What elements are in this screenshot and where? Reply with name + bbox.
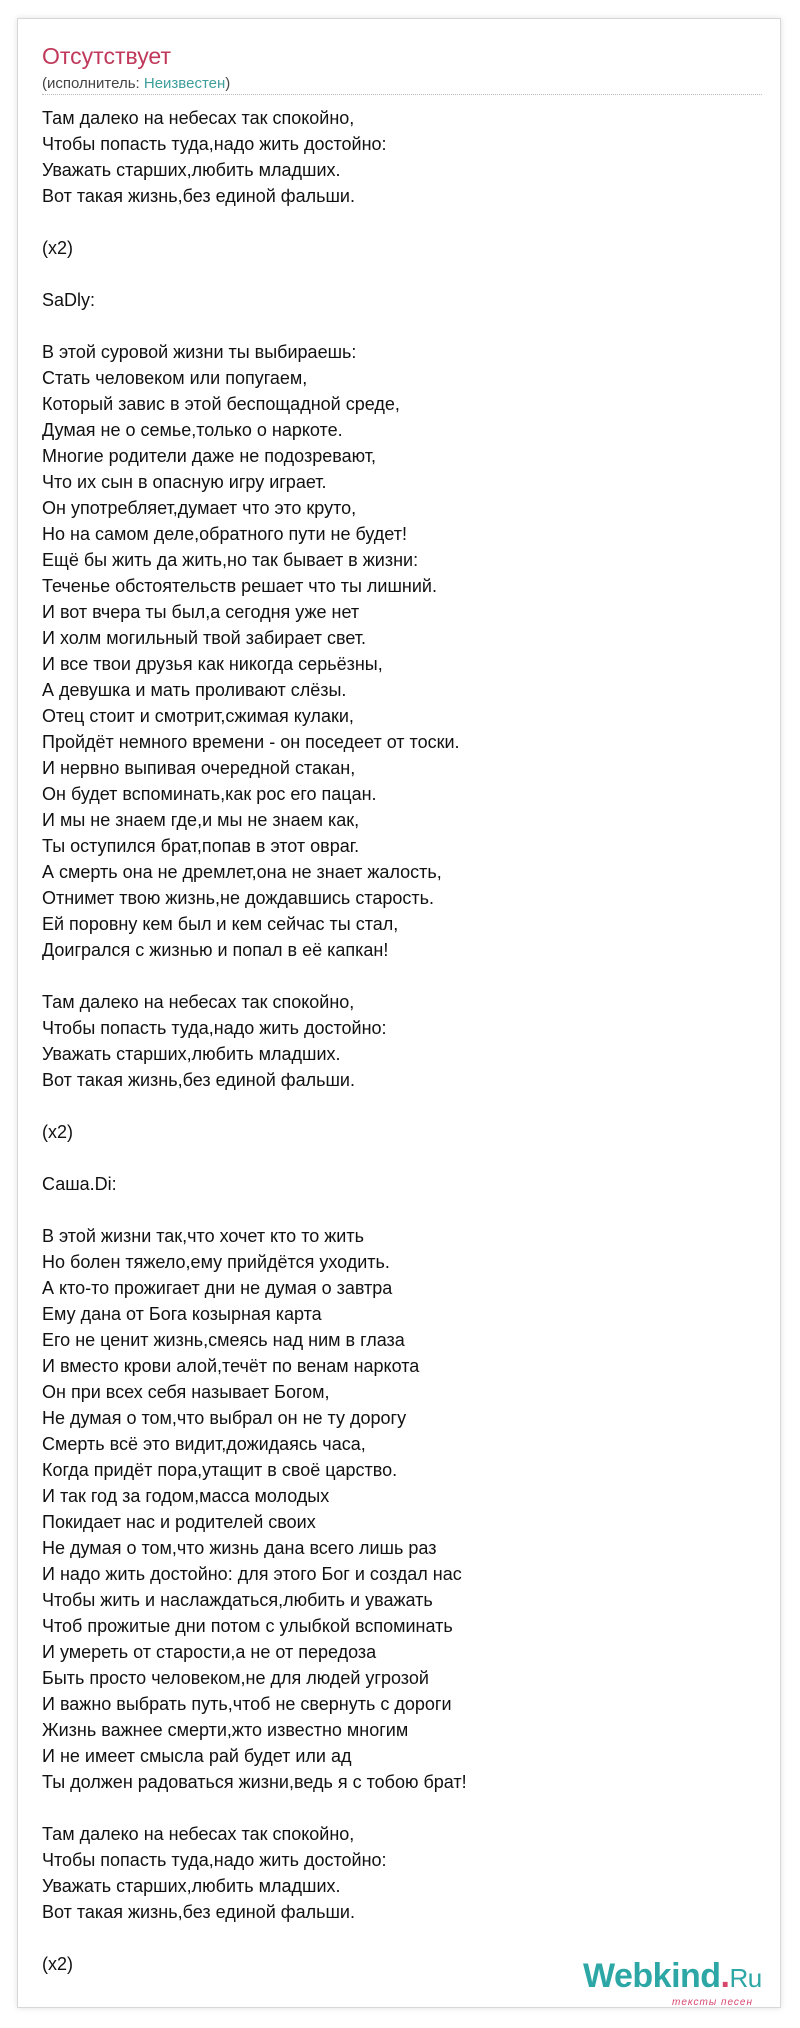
lyric-blank-line <box>42 209 762 235</box>
lyric-line: Уважать старших,любить младших. <box>42 160 341 180</box>
lyric-line: И важно выбрать путь,чтоб не свернуть с дороги <box>42 1694 452 1714</box>
logo-dot: . <box>720 1957 730 1995</box>
lyric-line: Быть просто человеком,не для людей угрозой <box>42 1668 429 1688</box>
lyric-line: Саша.Di: <box>42 1174 117 1194</box>
artist-link[interactable]: Неизвестен <box>143 75 226 92</box>
lyric-line: Он при всех себя называет Богом, <box>42 1382 330 1402</box>
webkind-logo[interactable] <box>583 1959 783 2009</box>
lyric-line: Чтобы жить и наслаждаться,любить и уважать <box>42 1590 433 1610</box>
lyric-blank-line <box>42 1795 762 1821</box>
lyric-blank-line <box>42 1093 762 1119</box>
lyric-line: И мы не знаем где,и мы не знаем как, <box>42 810 360 830</box>
lyric-line: Уважать старших,любить младших. <box>42 1876 341 1896</box>
lyric-line: Стать человеком или попугаем, <box>42 368 308 388</box>
lyric-line: Многие родители даже не подозревают, <box>42 446 376 466</box>
title-separator <box>42 94 762 95</box>
lyric-line: Что их сын в опасную игру играет. <box>42 472 327 492</box>
lyric-line: А кто-то прожигает дни не думая о завтра <box>42 1278 393 1298</box>
artist-suffix: ) <box>225 75 231 92</box>
lyric-line: И надо жить достойно: для этого Бог и создал нас <box>42 1564 462 1584</box>
lyric-line: Покидает нас и родителей своих <box>42 1512 316 1532</box>
lyric-line: (x2) <box>42 1122 73 1142</box>
lyric-line: Он будет вспоминать,как рос его пацан. <box>42 784 377 804</box>
lyric-blank-line <box>42 261 762 287</box>
lyric-line: Вот такая жизнь,без единой фальши. <box>42 1070 355 1090</box>
lyric-line: А смерть она не дремлет,она не знает жалость, <box>42 862 442 882</box>
lyric-line: Но болен тяжело,ему прийдётся уходить. <box>42 1252 390 1272</box>
lyric-line: Теченье обстоятельств решает что ты лишний. <box>42 576 437 596</box>
logo-tld: Ru <box>729 1963 762 1993</box>
lyric-line: Там далеко на небесах так спокойно, <box>42 1824 355 1844</box>
lyric-line: Отец стоит и смотрит,сжимая кулаки, <box>42 706 354 726</box>
logo-subtitle: тексты песен <box>672 1997 753 2008</box>
lyric-line: И так год за годом,масса молодых <box>42 1486 330 1506</box>
lyric-blank-line <box>42 1925 762 1951</box>
lyrics-text <box>42 105 762 1977</box>
lyric-line: И вместо крови алой,течёт по венам наркота <box>42 1356 420 1376</box>
lyric-line: Уважать старших,любить младших. <box>42 1044 341 1064</box>
logo-main-text: Webkind <box>583 1957 721 1995</box>
lyric-line: Он употребляет,думает что это круто, <box>42 498 357 518</box>
lyric-line: Вот такая жизнь,без единой фальши. <box>42 1902 355 1922</box>
lyric-line: Когда придёт пора,утащит в своё царство. <box>42 1460 398 1480</box>
lyric-line: В этой жизни так,что хочет кто то жить <box>42 1226 364 1246</box>
lyric-line: Там далеко на небесах так спокойно, <box>42 992 355 1012</box>
lyric-line: Не думая о том,что жизнь дана всего лишь раз <box>42 1538 437 1558</box>
lyric-line: Отнимет твою жизнь,не дождавшись старость. <box>42 888 435 908</box>
lyric-line: В этой суровой жизни ты выбираешь: <box>42 342 357 362</box>
lyric-line: И умереть от старости,а не от передоза <box>42 1642 377 1662</box>
lyric-line: Ему дана от Бога козырная карта <box>42 1304 322 1324</box>
lyric-blank-line <box>42 1145 762 1171</box>
lyric-line: И нервно выпивая очередной стакан, <box>42 758 356 778</box>
lyric-line: Чтобы попасть туда,надо жить достойно: <box>42 134 387 154</box>
lyric-line: Чтобы попасть туда,надо жить достойно: <box>42 1850 387 1870</box>
lyric-line: И холм могильный твой забирает свет. <box>42 628 367 648</box>
lyric-line: Чтоб прожитые дни потом с улыбкой вспоминать <box>42 1616 453 1636</box>
lyric-line: И все твои друзья как никогда серьёзны, <box>42 654 383 674</box>
lyric-blank-line <box>42 1197 762 1223</box>
lyric-line: (x2) <box>42 1954 73 1974</box>
lyric-line: Жизнь важнее смерти,жто известно многим <box>42 1720 409 1740</box>
lyric-line: Его не ценит жизнь,смеясь над ним в глаза <box>42 1330 405 1350</box>
artist-line <box>42 75 230 92</box>
lyric-blank-line <box>42 963 762 989</box>
lyric-line: И вот вчера ты был,а сегодня уже нет <box>42 602 360 622</box>
lyric-blank-line <box>42 313 762 339</box>
lyric-line: Ещё бы жить да жить,но так бывает в жизни: <box>42 550 419 570</box>
lyric-line: (x2) <box>42 238 73 258</box>
lyric-line: Смерть всё это видит,дожидаясь часа, <box>42 1434 366 1454</box>
lyric-line: Ей поровну кем был и кем сейчас ты стал, <box>42 914 399 934</box>
lyric-line: Доигрался с жизнью и попал в её капкан! <box>42 940 389 960</box>
lyric-line: Который завис в этой беспощадной среде, <box>42 394 400 414</box>
lyric-line: Ты должен радоваться жизни,ведь я с тобою брат! <box>42 1772 467 1792</box>
song-title: Отсутствует <box>42 43 171 69</box>
lyric-line: SaDly: <box>42 290 96 310</box>
artist-prefix: (исполнитель: <box>42 75 144 92</box>
lyric-line: Вот такая жизнь,без единой фальши. <box>42 186 355 206</box>
lyric-line: А девушка и мать проливают слёзы. <box>42 680 347 700</box>
lyrics-card <box>17 18 781 2008</box>
logo-wordmark <box>583 1959 783 1995</box>
lyric-line: Там далеко на небесах так спокойно, <box>42 108 355 128</box>
lyric-line: И не имеет смысла рай будет или ад <box>42 1746 352 1766</box>
lyric-line: Думая не о семье,только о наркоте. <box>42 420 343 440</box>
lyric-line: Ты оступился брат,попав в этот овраг. <box>42 836 360 856</box>
lyric-line: Пройдёт немного времени - он поседеет от тоски. <box>42 732 460 752</box>
lyric-line: Чтобы попасть туда,надо жить достойно: <box>42 1018 387 1038</box>
lyric-line: Не думая о том,что выбрал он не ту дорогу <box>42 1408 407 1428</box>
lyric-line: Но на самом деле,обратного пути не будет! <box>42 524 407 544</box>
